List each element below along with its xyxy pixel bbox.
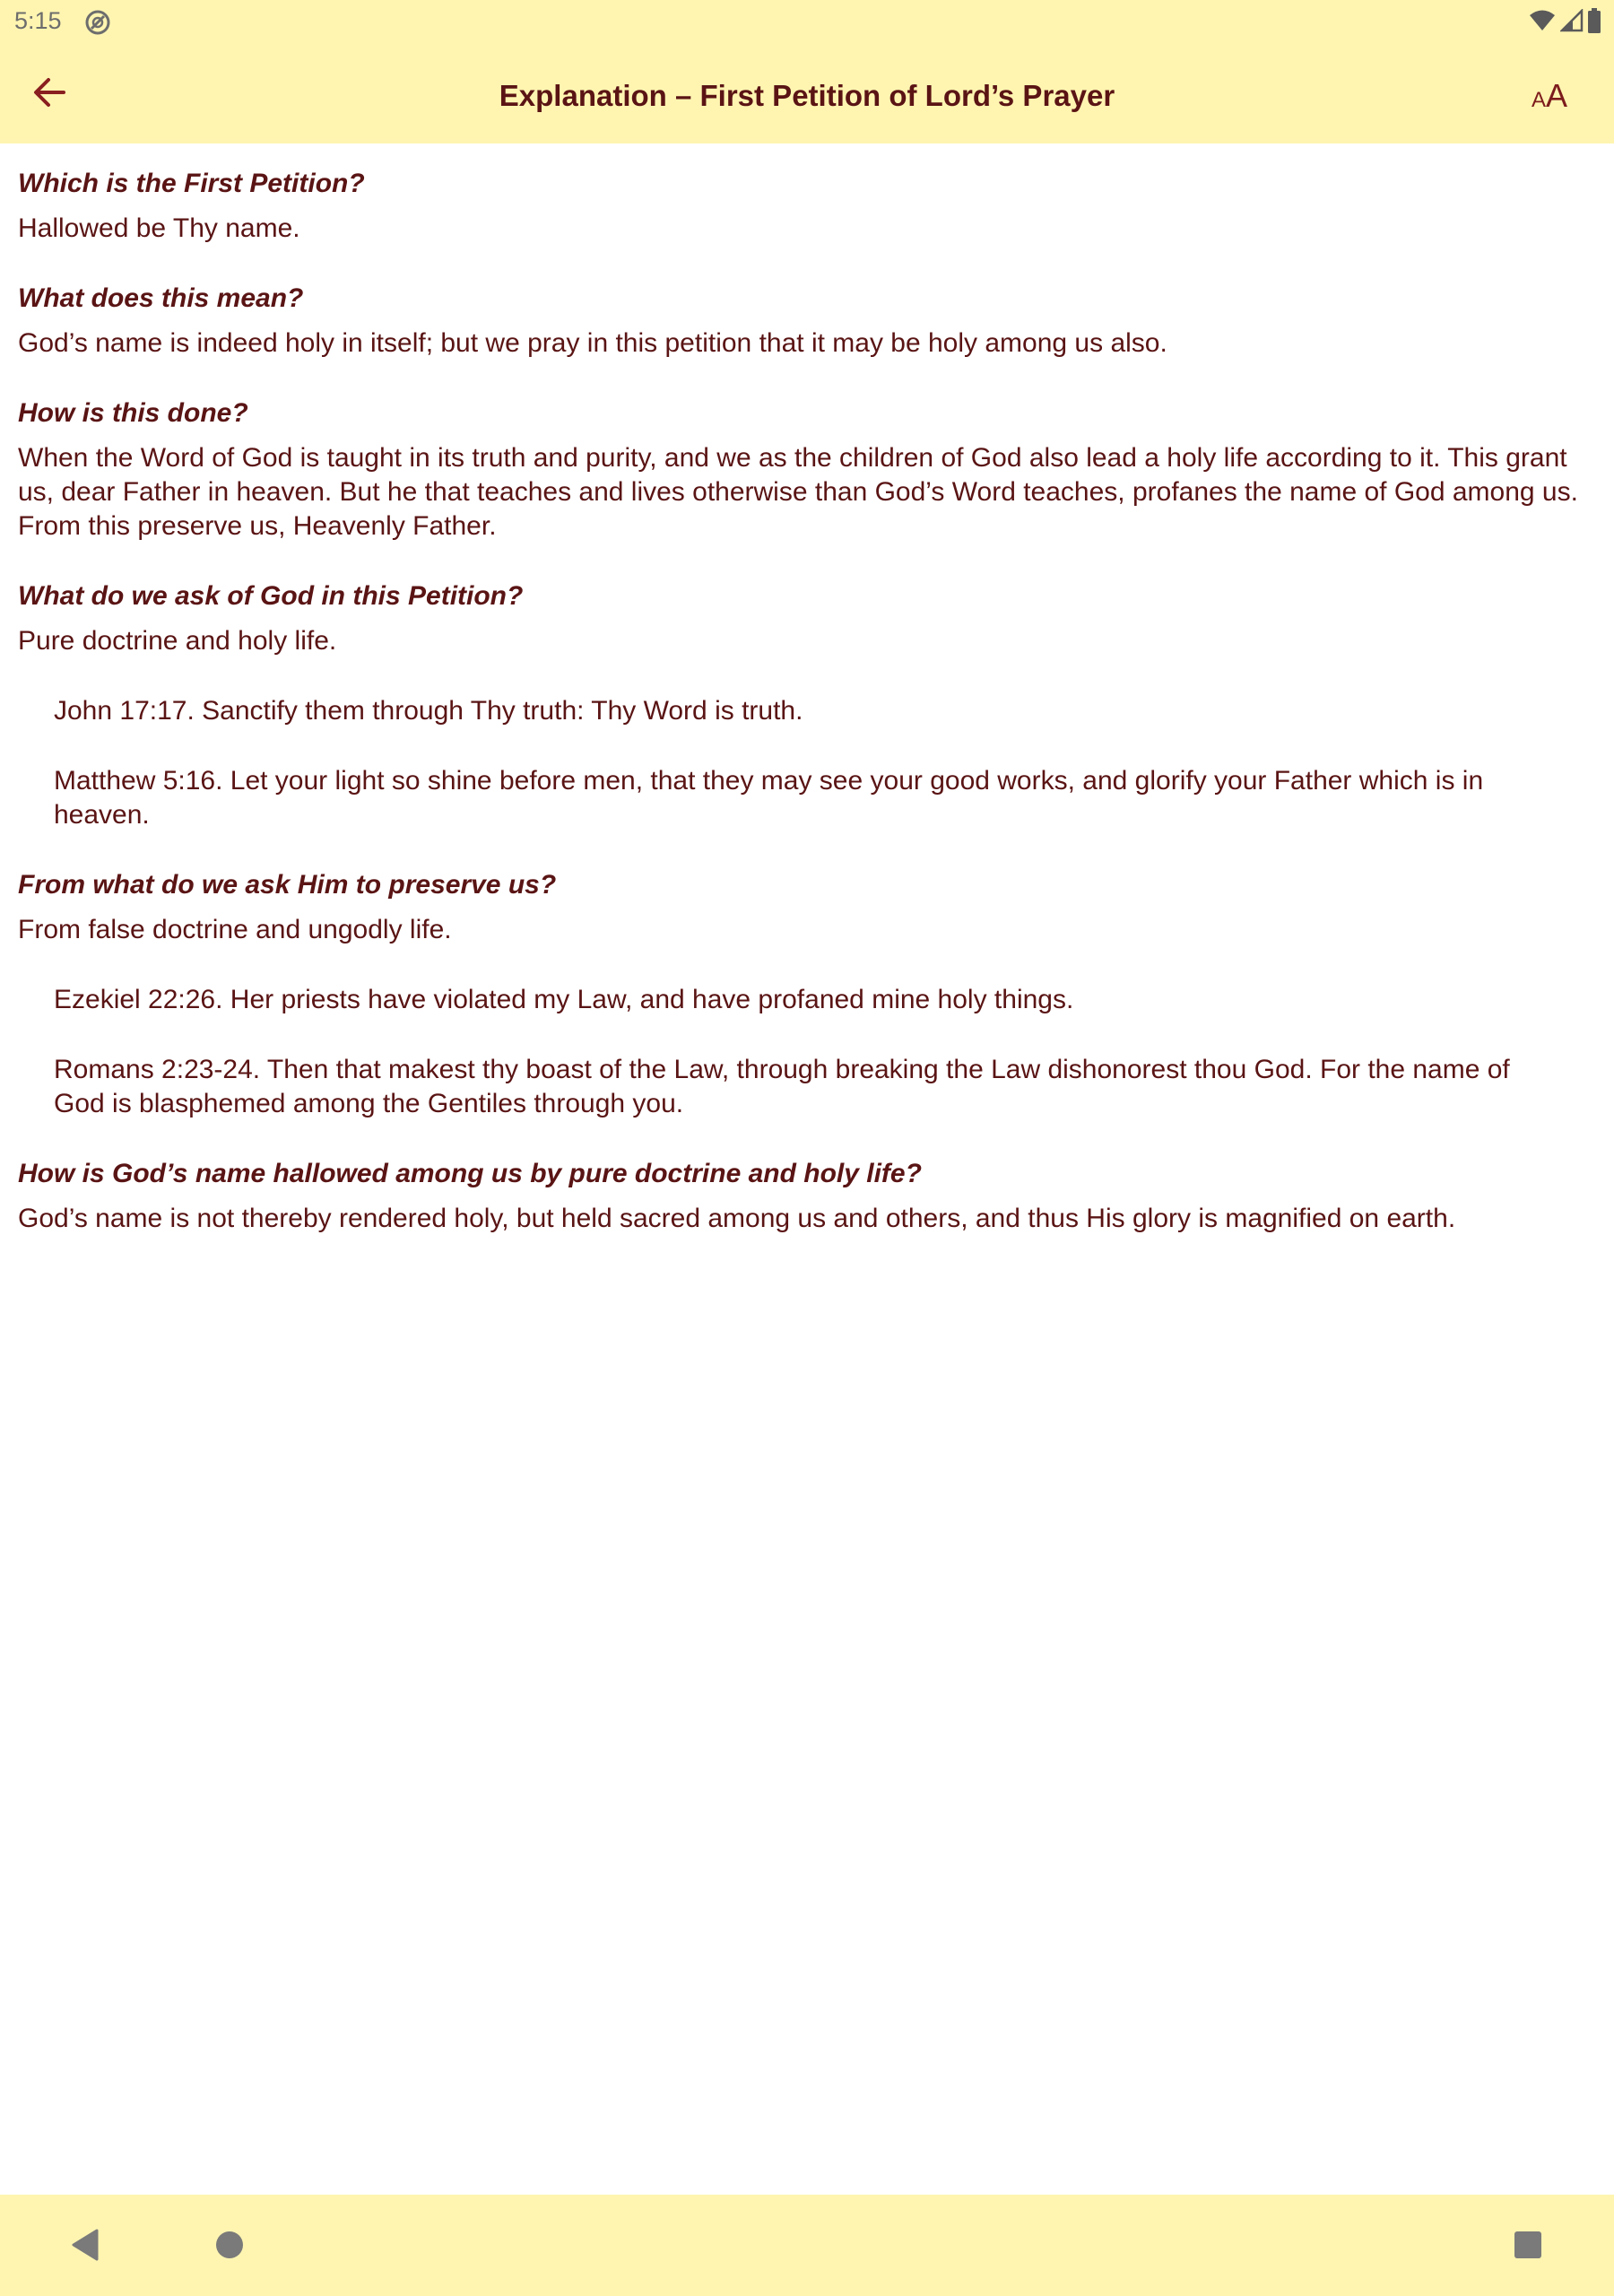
answer-text: Hallowed be Thy name. bbox=[18, 213, 300, 243]
question-heading: What does this mean? bbox=[18, 283, 304, 313]
page-title: Explanation – First Petition of Lord’s Prayer bbox=[499, 79, 1115, 112]
question-heading: What do we ask of God in this Petition? bbox=[18, 581, 524, 611]
font-size-button[interactable] bbox=[1523, 77, 1576, 115]
content-area bbox=[18, 167, 1596, 1272]
answer-text: From false doctrine and ungodly life. bbox=[18, 915, 452, 944]
at-sign-icon bbox=[84, 9, 111, 36]
bible-verse: John 17:17. Sanctify them through Thy truth: Thy Word is truth. bbox=[54, 696, 803, 726]
app-bar bbox=[0, 45, 1614, 144]
bible-verse: Matthew 5:16. Let your light so shine before men, that they may see your good works, and glorify your Father which is in heaven. bbox=[54, 766, 1484, 830]
font-size-small-label: A bbox=[1531, 88, 1546, 112]
question-heading: Which is the First Petition? bbox=[18, 169, 365, 198]
recents-square-icon[interactable] bbox=[1513, 2227, 1543, 2267]
battery-icon bbox=[1587, 8, 1601, 38]
bible-verse: Ezekiel 22:26. Her priests have violated my Law, and have profaned mine holy things. bbox=[54, 985, 1074, 1014]
answer-text: When the Word of God is taught in its truth and purity, and we as the children of God also lead a holy life according to it. This grant us, dear Father in heaven. But he that teaches and lives otherwise than God’s Word teaches, profanes the name of God among us. From this preserve us, Heavenly Father. bbox=[18, 443, 1578, 541]
question-heading: How is God’s name hallowed among us by pure doctrine and holy life? bbox=[18, 1159, 922, 1188]
home-circle-icon[interactable] bbox=[213, 2227, 246, 2267]
question-heading: How is this done? bbox=[18, 398, 248, 428]
system-nav-bar bbox=[0, 2195, 1614, 2296]
back-triangle-icon[interactable] bbox=[70, 2227, 100, 2267]
arrow-left-icon bbox=[33, 77, 67, 112]
answer-text: God’s name is not thereby rendered holy, but held sacred among us and others, and thus His glory is magnified on earth. bbox=[18, 1204, 1456, 1233]
font-size-large-label: A bbox=[1546, 77, 1568, 114]
wifi-icon bbox=[1528, 9, 1557, 37]
signal-icon bbox=[1560, 9, 1584, 37]
status-bar bbox=[0, 0, 1614, 45]
bible-verse: Romans 2:23-24. Then that makest thy boast of the Law, through breaking the Law dishonorest thou God. For the name of God is blasphemed among the Gentiles through you. bbox=[54, 1055, 1510, 1118]
back-button[interactable] bbox=[22, 69, 79, 119]
question-heading: From what do we ask Him to preserve us? bbox=[18, 870, 557, 900]
status-time: 5:15 bbox=[14, 7, 62, 34]
answer-text: God’s name is indeed holy in itself; but we pray in this petition that it may be holy among us also. bbox=[18, 328, 1167, 358]
answer-text: Pure doctrine and holy life. bbox=[18, 626, 337, 656]
status-icons bbox=[1528, 10, 1601, 35]
